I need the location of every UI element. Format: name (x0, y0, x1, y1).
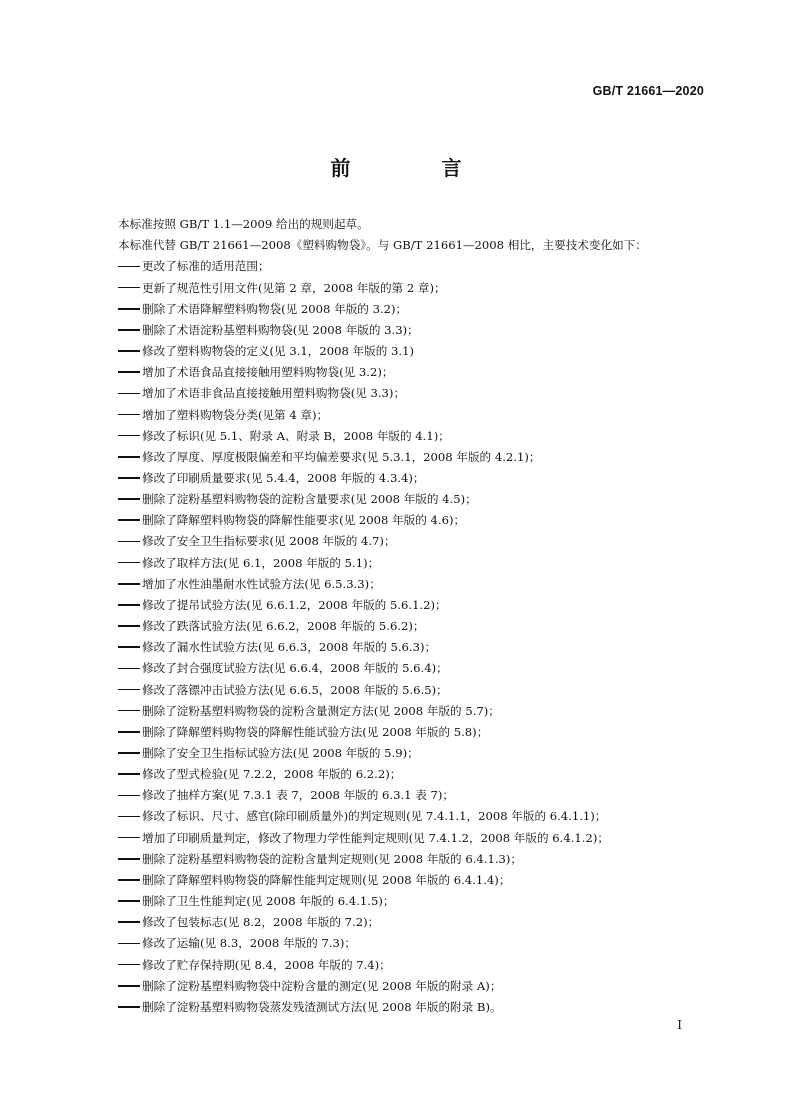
list-item (118, 320, 712, 341)
list-item (118, 722, 712, 743)
em-dash-marker (118, 541, 140, 543)
list-item (118, 637, 712, 658)
em-dash-marker (118, 393, 140, 395)
list-item-text: 增加了塑料购物袋分类(见第 4 章)； (142, 407, 329, 422)
list-item (118, 680, 712, 701)
list-item (118, 405, 712, 426)
list-item-text: 删除了淀粉基塑料购物袋蒸发残渣测试方法(见 2008 年版的附录 B)。 (142, 999, 502, 1014)
list-item (118, 616, 712, 637)
em-dash-marker (118, 435, 140, 437)
list-item (118, 553, 712, 574)
em-dash-marker (118, 710, 140, 712)
em-dash-marker (118, 900, 140, 902)
em-dash-marker (118, 816, 140, 818)
list-item-text: 删除了术语淀粉基塑料购物袋(见 2008 年版的 3.3)； (142, 322, 419, 337)
paragraph: 本标准按照 GB/T 1.1—2009 给出的规则起草。 (118, 217, 369, 231)
list-item-text: 删除了淀粉基塑料购物袋的淀粉含量判定规则(见 2008 年版的 6.4.1.3)； (142, 851, 523, 866)
list-item (118, 256, 712, 277)
em-dash-marker (118, 371, 140, 373)
list-item (118, 997, 712, 1018)
list-item (118, 976, 712, 997)
list-item (118, 743, 712, 764)
em-dash-marker (118, 858, 140, 860)
em-dash-marker (118, 625, 140, 627)
list-item-text: 修改了厚度、厚度极限偏差和平均偏差要求(见 5.3.1，2008 年版的 4.2.1)； (142, 449, 541, 464)
list-item-text: 修改了跌落试验方法(见 6.6.2，2008 年版的 5.6.2)； (142, 619, 425, 634)
list-item-text: 删除了术语降解塑料购物袋(见 2008 年版的 3.2)； (142, 301, 408, 316)
em-dash-marker (118, 583, 140, 585)
em-dash-marker (118, 266, 140, 268)
list-item (118, 299, 712, 320)
list-item (118, 912, 712, 933)
list-item-text: 修改了漏水性试验方法(见 6.6.3，2008 年版的 5.6.3)； (142, 640, 437, 655)
list-item (118, 870, 712, 891)
em-dash-marker (118, 795, 140, 797)
page-number: I (677, 1018, 682, 1032)
list-item (118, 362, 712, 383)
list-item (118, 806, 712, 827)
foreword-body (118, 214, 712, 1018)
list-item-text: 修改了运输(见 8.3，2008 年版的 7.3)； (142, 936, 357, 951)
list-item-text: 删除了降解塑料购物袋的降解性能要求(见 2008 年版的 4.6)； (142, 513, 466, 528)
list-item (118, 849, 712, 870)
em-dash-marker (118, 731, 140, 733)
list-item (118, 891, 712, 912)
list-item (118, 468, 712, 489)
list-item-text: 修改了塑料购物袋的定义(见 3.1，2008 年版的 3.1) (142, 344, 414, 359)
list-item-text: 修改了标识、尺寸、感官(除印刷质量外)的判定规则(见 7.4.1.1，2008 年版的 6.4.1.1)； (142, 809, 607, 824)
em-dash-marker (118, 837, 140, 839)
list-item-text: 修改了标识(见 5.1、附录 A、附录 B，2008 年版的 4.1)； (142, 428, 450, 443)
list-item-text: 删除了淀粉基塑料购物袋的淀粉含量要求(见 2008 年版的 4.5)； (142, 492, 477, 507)
em-dash-marker (118, 964, 140, 966)
list-item-text: 修改了抽样方案(见 7.3.1 表 7，2008 年版的 6.3.1 表 7)； (142, 788, 455, 803)
list-item-text: 增加了术语食品直接接触用塑料购物袋(见 3.2)； (142, 365, 394, 380)
page-title: 前 言 (330, 156, 504, 180)
em-dash-marker (118, 519, 140, 521)
em-dash-marker (118, 921, 140, 923)
em-dash-marker (118, 562, 140, 564)
list-item-text: 修改了安全卫生指标要求(见 2008 年版的 4.7)； (142, 534, 396, 549)
list-item-text: 删除了卫生性能判定(见 2008 年版的 6.4.1.5)； (142, 894, 395, 909)
list-item (118, 510, 712, 531)
list-item-text: 删除了安全卫生指标试验方法(见 2008 年版的 5.9)； (142, 746, 419, 760)
list-item-text: 删除了淀粉基塑料购物袋的淀粉含量测定方法(见 2008 年版的 5.7)； (142, 703, 500, 718)
list-item-text: 增加了印刷质量判定，修改了物理力学性能判定规则(见 7.4.1.2，2008 年版的 6.4.1.2)； (142, 830, 609, 845)
em-dash-marker (118, 646, 140, 648)
em-dash-marker (118, 414, 140, 416)
em-dash-marker (118, 329, 140, 331)
list-item-text: 修改了贮存保持期(见 8.4，2008 年版的 7.4)； (142, 957, 391, 972)
list-item (118, 764, 712, 785)
list-item-text: 删除了降解塑料购物袋的降解性能判定规则(见 2008 年版的 6.4.1.4)； (142, 872, 511, 887)
em-dash-marker (118, 287, 140, 289)
change-list (118, 256, 712, 1018)
em-dash-marker (118, 689, 140, 691)
em-dash-marker (118, 773, 140, 775)
em-dash-marker (118, 752, 140, 754)
list-item (118, 447, 712, 468)
em-dash-marker (118, 477, 140, 479)
list-item-text: 删除了降解塑料购物袋的降解性能试验方法(见 2008 年版的 5.8)； (142, 724, 489, 739)
list-item (118, 701, 712, 722)
list-item (118, 383, 712, 404)
list-item (118, 658, 712, 679)
list-item-text: 更改了标准的适用范围； (142, 259, 270, 274)
list-item (118, 595, 712, 616)
list-item (118, 426, 712, 447)
list-item-text: 删除了淀粉基塑料购物袋中淀粉含量的测定(见 2008 年版的附录 A)； (142, 978, 502, 993)
list-item (118, 955, 712, 976)
standard-code: GB/T 21661—2020 (592, 84, 704, 98)
em-dash-marker (118, 1006, 140, 1008)
list-item (118, 785, 712, 806)
em-dash-marker (118, 879, 140, 881)
list-item (118, 531, 712, 552)
list-item (118, 828, 712, 849)
list-item-text: 修改了落镖冲击试验方法(见 6.6.5，2008 年版的 5.6.5)； (142, 682, 448, 697)
list-item-text: 增加了术语非食品直接接触用塑料购物袋(见 3.3)； (142, 386, 406, 401)
em-dash-marker (118, 985, 140, 987)
em-dash-marker (118, 308, 140, 310)
list-item (118, 341, 712, 362)
list-item-text: 修改了取样方法(见 6.1，2008 年版的 5.1)； (142, 555, 380, 570)
list-item-text: 修改了印刷质量要求(见 5.4.4，2008 年版的 4.3.4)； (142, 470, 425, 485)
paragraph: 本标准代替 GB/T 21661—2008《塑料购物袋》。与 GB/T 21661—2008 相比，主要技术变化如下： (118, 238, 647, 253)
list-item-text: 修改了包装标志(见 8.2，2008 年版的 7.2)； (142, 915, 380, 930)
em-dash-marker (118, 350, 140, 352)
em-dash-marker (118, 456, 140, 458)
list-item-text: 修改了封合强度试验方法(见 6.6.4，2008 年版的 5.6.4)； (142, 661, 448, 676)
list-item-text: 增加了水性油墨耐水性试验方法(见 6.5.3.3)； (142, 576, 381, 591)
list-item (118, 574, 712, 595)
list-item-text: 修改了型式检验(见 7.2.2，2008 年版的 6.2.2)； (142, 767, 402, 782)
em-dash-marker (118, 668, 140, 670)
em-dash-marker (118, 498, 140, 500)
em-dash-marker (118, 943, 140, 945)
em-dash-marker (118, 604, 140, 606)
list-item-text: 更新了规范性引用文件(见第 2 章，2008 年版的第 2 章)； (142, 280, 446, 295)
list-item (118, 489, 712, 510)
list-item (118, 933, 712, 954)
list-item-text: 修改了提吊试验方法(见 6.6.1.2，2008 年版的 5.6.1.2)； (142, 597, 447, 612)
list-item (118, 278, 712, 299)
